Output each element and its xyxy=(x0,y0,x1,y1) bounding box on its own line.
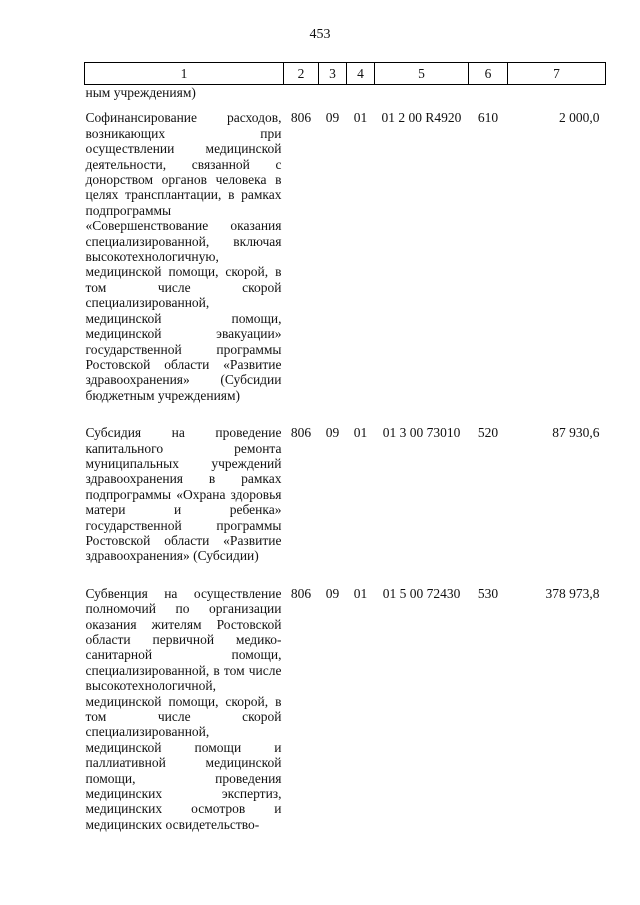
row-col3: 09 xyxy=(325,110,340,126)
column-header-1: 1 xyxy=(85,63,284,85)
column-header-6: 6 xyxy=(469,63,508,85)
row-col6: 520 xyxy=(477,425,499,441)
row-col2: 806 xyxy=(290,425,312,441)
column-header-3: 3 xyxy=(319,63,347,85)
row-description: Софинансирование расходов, возникающих при осуществлении медицинской деятельности, связанной с донорством органов человека в целях трансплантации, в рамках подпрограммы «Совершенствование оказания специализированной, включая высокотехнологичную, медицинской помощи, скорой, в том числе скорой специализированной, медицинской помощи, медицинской эвакуации» государственной программы Ростовской области «Развитие здравоохранения» (Субсидии бюджетным учреждениям) xyxy=(85,110,282,403)
row-col4: 01 xyxy=(353,425,368,441)
row-amount: 87 930,6 xyxy=(552,425,600,441)
row-col5: 01 3 00 73010 xyxy=(382,425,461,441)
row-amount: 2 000,0 xyxy=(559,110,600,126)
row-description: Субсидия на проведение капитального ремонта муниципальных учреждений здравоохранения в рамках подпрограммы «Охрана здоровья матери и ребенка» государственной программы Ростовской области «Развитие здравоохранения» (Субсидии) xyxy=(85,425,282,564)
row-amount: 378 973,8 xyxy=(545,585,600,601)
row-col2: 806 xyxy=(290,110,312,126)
page-number: 453 xyxy=(309,27,331,42)
column-header-4: 4 xyxy=(347,63,375,85)
table-row xyxy=(85,417,606,578)
row-col4: 01 xyxy=(353,110,368,126)
row-col6: 610 xyxy=(477,110,499,126)
continuation-text: ным учреждениям) xyxy=(85,85,196,100)
table-row xyxy=(85,104,606,417)
column-header-5: 5 xyxy=(375,63,469,85)
row-description: Субвенция на осуществление полномочий по организации оказания жителям Ростовской области первичной медико-санитарной помощи, специализированной, в том числе высокотехнологичной, медицинской помощи, скорой, в том числе скорой специализированной, медицинской помощи и паллиативной медицинской помощи, проведения медицинских экспертиз, медицинских осмотров и медицинских освидетельство- xyxy=(85,585,282,832)
row-col5: 01 2 00 R4920 xyxy=(381,110,462,126)
table-row xyxy=(85,578,606,847)
continuation-row xyxy=(85,85,606,105)
row-col3: 09 xyxy=(325,585,340,601)
column-header-2: 2 xyxy=(284,63,319,85)
row-col2: 806 xyxy=(290,585,312,601)
table-header-row xyxy=(85,63,606,85)
column-header-7: 7 xyxy=(508,63,606,85)
row-col4: 01 xyxy=(353,585,368,601)
budget-table xyxy=(84,62,606,846)
row-col5: 01 5 00 72430 xyxy=(382,585,461,601)
row-col6: 530 xyxy=(477,585,499,601)
row-col3: 09 xyxy=(325,425,340,441)
